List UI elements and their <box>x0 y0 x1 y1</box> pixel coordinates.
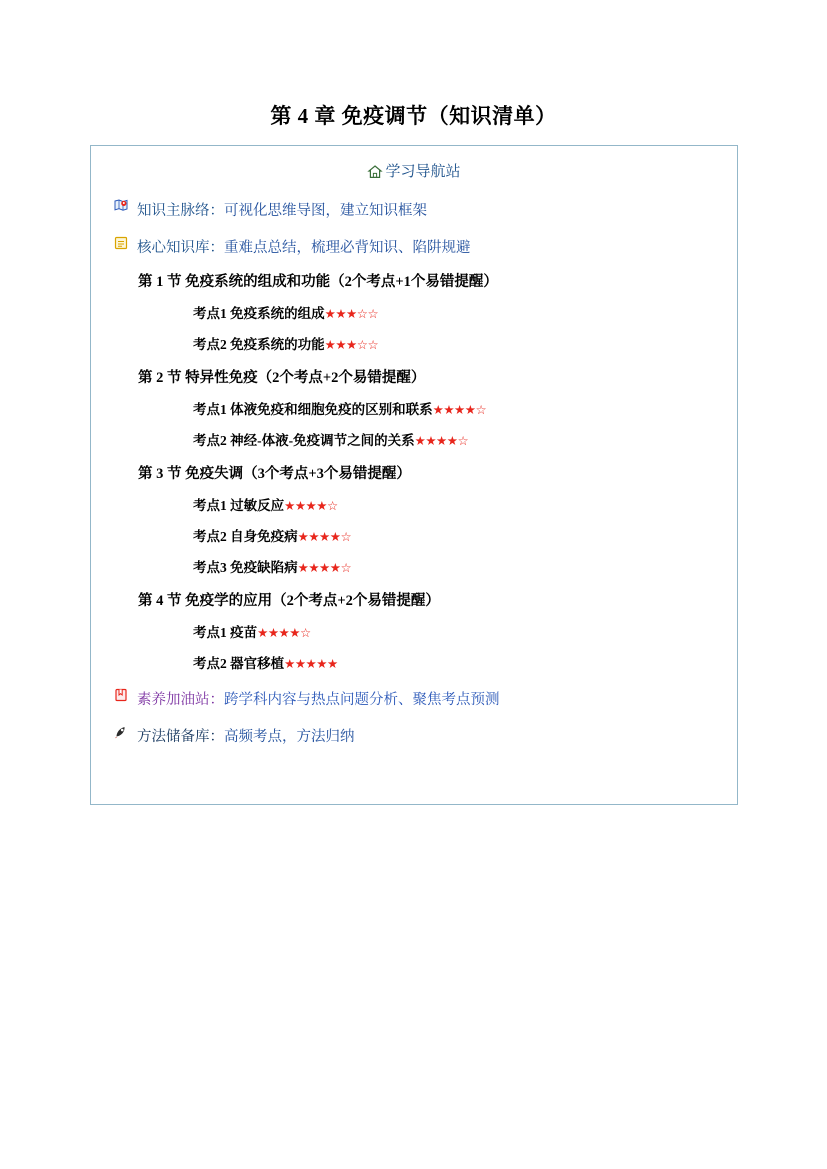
sections-container <box>113 270 715 672</box>
point-row <box>113 333 715 353</box>
book-icon <box>113 687 133 706</box>
point-row <box>113 652 715 672</box>
difficulty-stars: ★★★☆☆ <box>324 337 379 352</box>
difficulty-stars: ★★★★★ <box>284 656 338 671</box>
lead-text: 重难点总结，梳理必背知识、陷阱规避 <box>224 240 471 256</box>
lead-core-knowledge <box>113 236 715 257</box>
rocket-icon <box>113 724 133 743</box>
point-label: 考点2 神经-体液-免疫调节之间的关系 <box>193 433 415 448</box>
point-row <box>113 525 715 545</box>
lead-text: 可视化思维导图，建立知识框架 <box>224 203 427 219</box>
difficulty-stars: ★★★★☆ <box>414 433 469 448</box>
lead-label: 核心知识库： <box>137 240 224 256</box>
lead-label: 知识主脉络： <box>137 203 224 219</box>
difficulty-stars: ★★★★☆ <box>297 529 352 544</box>
lead-literacy-station <box>113 688 715 709</box>
map-pin-icon <box>113 198 133 217</box>
lead-label: 素养加油站： <box>137 692 224 708</box>
section-title: 第 1 节 免疫系统的组成和功能（2个考点+1个易错提醒） <box>138 274 498 290</box>
lead-label: 方法储备库： <box>137 729 224 745</box>
point-label: 考点1 疫苗 <box>193 625 258 640</box>
point-label: 考点2 免疫系统的功能 <box>193 337 325 352</box>
section-title: 第 4 节 免疫学的应用（2个考点+2个易错提醒） <box>138 593 440 609</box>
lead-method-repository <box>113 725 715 746</box>
point-label: 考点3 免疫缺陷病 <box>193 560 298 575</box>
point-label: 考点2 自身免疫病 <box>193 529 298 544</box>
point-label: 考点1 体液免疫和细胞免疫的区别和联系 <box>193 402 433 417</box>
point-row <box>113 556 715 576</box>
section-title: 第 2 节 特异性免疫（2个考点+2个易错提醒） <box>138 370 426 386</box>
point-label: 考点1 免疫系统的组成 <box>193 306 325 321</box>
note-icon <box>113 235 133 254</box>
point-label: 考点1 过敏反应 <box>193 498 285 513</box>
difficulty-stars: ★★★★☆ <box>257 625 311 640</box>
difficulty-stars: ★★★★☆ <box>432 402 487 417</box>
nav-header-label: 学习导航站 <box>385 164 461 180</box>
page-title: 第 4 章 免疫调节（知识清单） <box>270 104 557 128</box>
point-row <box>113 429 715 449</box>
difficulty-stars: ★★★★☆ <box>284 498 338 513</box>
difficulty-stars: ★★★★☆ <box>297 560 352 575</box>
point-label: 考点2 器官移植 <box>193 656 285 671</box>
point-row <box>113 621 715 641</box>
point-row <box>113 302 715 322</box>
nav-header <box>113 160 715 183</box>
lead-knowledge-map <box>113 199 715 220</box>
home-icon <box>367 164 383 183</box>
lead-text: 高频考点，方法归纳 <box>224 729 355 745</box>
point-row <box>113 398 715 418</box>
section-title: 第 3 节 免疫失调（3个考点+3个易错提醒） <box>138 466 411 482</box>
difficulty-stars: ★★★☆☆ <box>324 306 379 321</box>
lead-text: 跨学科内容与热点问题分析、聚焦考点预测 <box>224 692 500 708</box>
knowledge-panel <box>90 145 738 805</box>
point-row <box>113 494 715 514</box>
